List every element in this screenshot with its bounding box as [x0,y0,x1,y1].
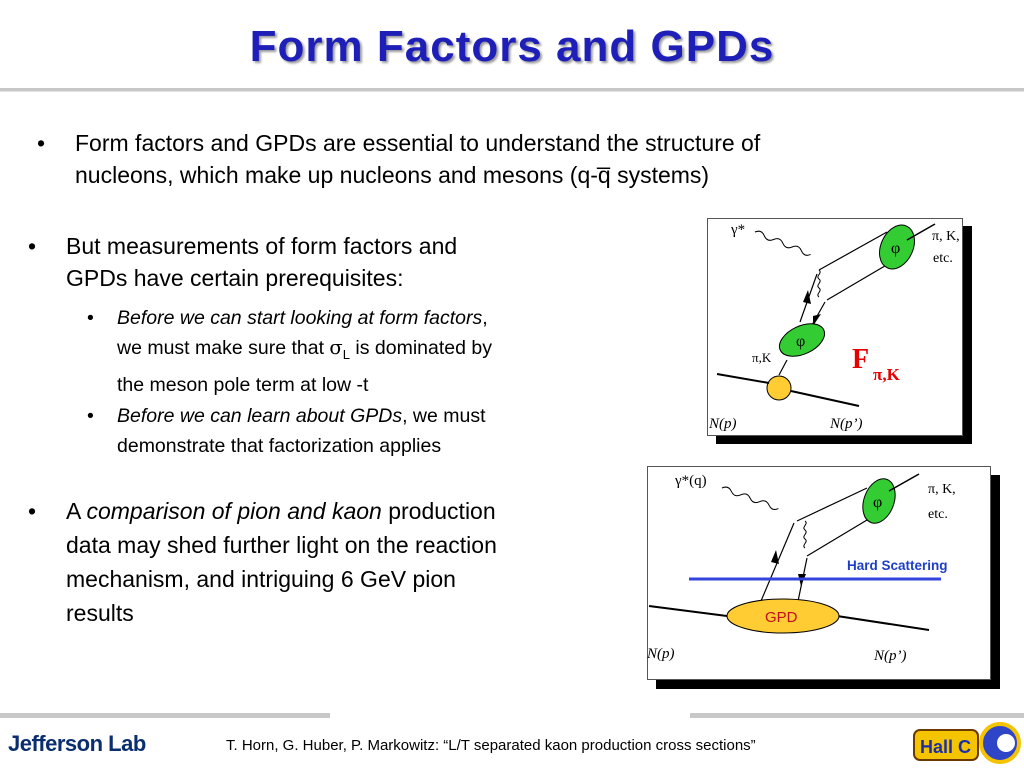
meson-label: π, K, [928,482,956,497]
nucleon-in-line [717,374,769,383]
gpd-label: GPD [765,609,798,626]
bullet-intro [37,127,975,191]
hall-c-logo-text: Hall C [920,737,972,757]
bullet-comp-a: A [66,498,87,524]
bullet-dot: • [87,405,94,427]
sigma-symbol: σ [329,336,343,359]
gpd-diagram [647,466,997,681]
photon-line [721,486,779,511]
subbullet-gpds [87,401,617,461]
bullet-comp-rest: production [381,498,496,524]
np-label: N(p) [709,416,737,432]
meson-label-etc: etc. [928,507,948,522]
sub1-italic: Before we can start looking at form factors [117,307,483,329]
bullet-dot: • [87,307,94,329]
bullet-intro-line1: Form factors and GPDs are essential to understand the structure of [75,130,761,156]
title-divider-shade [0,91,1024,92]
pion-line [779,360,787,375]
sigma-subscript: L [342,346,350,362]
nucleon-in-line [649,606,727,616]
meson-label-etc: etc. [933,251,953,266]
nucleon-out-line [837,616,929,630]
npp-label: N(p’) [830,416,863,432]
bullet-comp-line3: mechanism, and intriguing 6 GeV pion [66,566,456,592]
hall-c-logo-c-hole [997,734,1015,752]
quark-line-lower [807,514,877,556]
footer-citation: T. Horn, G. Huber, P. Markowitz: “L/T separated kaon production cross sections” [226,737,756,754]
bullet-comp-line2: data may shed further light on the reaction [66,532,497,558]
sub2-line1 [117,401,617,431]
quark-line-upper [797,488,867,521]
np-label: N(p) [647,646,675,662]
form-factor-subscript: π,K [873,365,900,384]
sub2-rest: , we must [402,405,486,427]
bullet-comp-line1 [66,494,626,528]
slide-title: Form Factors and GPDs [249,22,775,71]
meson-label: π, K, [932,229,960,244]
sub2-italic: Before we can learn about GPDs [117,405,403,427]
subbullet-form-factors [87,303,617,400]
sub1-line2 [117,333,617,370]
bullet-prerequisites [28,230,626,294]
gluon-line [818,270,820,297]
bullet-prereq-line1: But measurements of form factors and [66,233,458,259]
form-factor-label: F [852,344,870,375]
bullet-dot: • [37,130,46,156]
gamma-q-label: γ*(q) [675,473,707,489]
phi-mid-label: φ [796,333,806,350]
bullet-comp-italic: comparison of pion and kaon [86,498,382,524]
arrow-up [803,290,811,304]
bullet-dot: • [28,498,37,524]
bullet-dot: • [28,233,37,259]
sub2-line2: demonstrate that factorization applies [117,435,442,457]
vertex-blob [767,376,791,400]
nucleon-out-line [791,391,859,406]
arrow-up [771,550,779,564]
footer-divider-gap [330,712,690,720]
hall-c-logo [912,720,1022,766]
pik-label: π,K [752,350,772,365]
bullet-intro-line2: nucleons, which make up nucleons and mesons (q-q̅ systems) [75,162,710,188]
bullet-comp-line4: results [66,600,134,626]
sub1-line2a: we must make sure that [117,337,330,359]
jefferson-lab-logo: Jefferson Lab [8,731,146,756]
meson-out-line [889,474,919,491]
photon-line [754,230,812,257]
sub1-line2b: is dominated by [349,337,492,359]
sub1-line3: the meson pole term at low -t [117,373,369,396]
sub1-comma: , [482,307,488,329]
gluon-line [804,521,806,548]
quark-line-upper [819,232,887,270]
hard-scattering-label: Hard Scattering [847,558,948,573]
gamma-label: γ* [731,222,746,238]
bullet-prereq-line2: GPDs have certain prerequisites: [66,265,404,291]
phi-top-label: φ [891,240,901,257]
bullet-comparison [28,494,626,630]
form-factor-diagram [707,210,1007,440]
sub1-line1 [117,303,617,333]
phi-label: φ [873,494,883,511]
npp-label: N(p’) [874,648,907,664]
